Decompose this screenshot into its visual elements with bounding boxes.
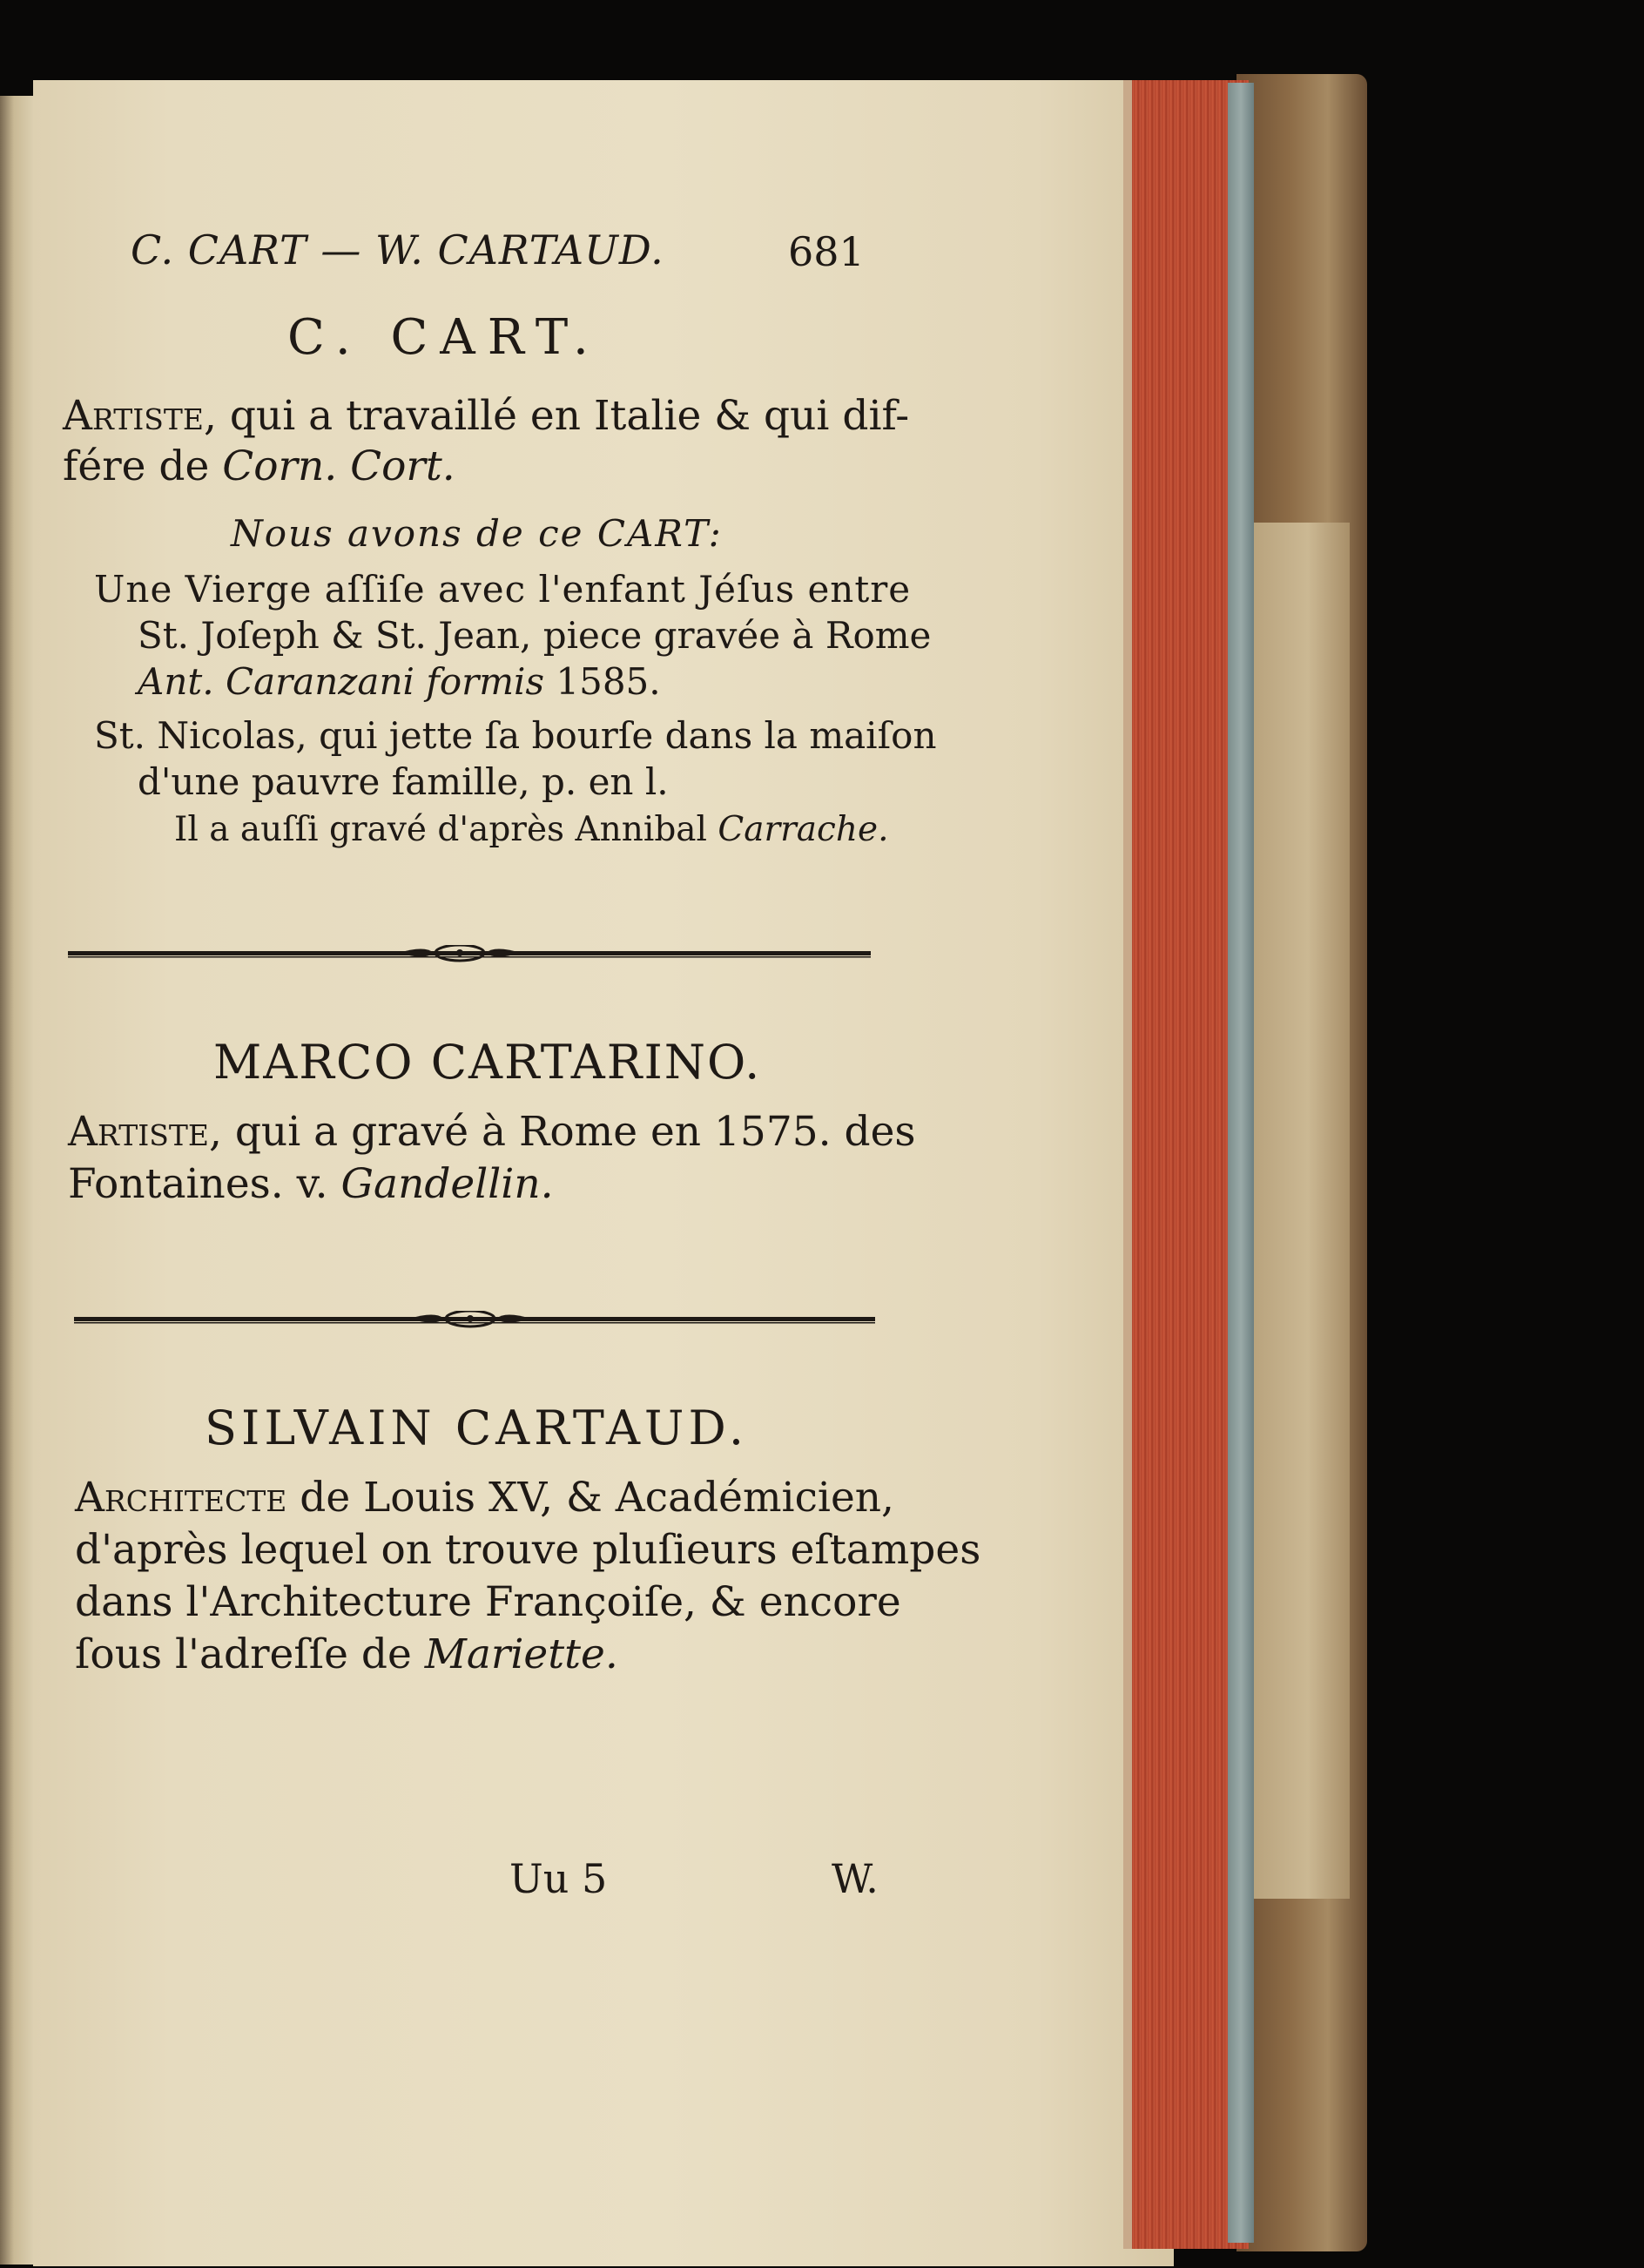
entry-heading-cartaud: SILVAIN CARTAUD. [205,1401,748,1455]
ornamental-rule [68,945,871,957]
entry-heading-cart: C. CART. [287,309,601,366]
work-item: St. Nicolas, qui jette ſa bourſe dans la maiſon [94,714,937,757]
running-head: C. CART — W. CARTAUD. [131,226,664,273]
entry-text-italic: Gandellin. [340,1160,554,1208]
entry-lead-word: Artiste [68,1108,209,1156]
entry-text-italic: Mariette. [424,1630,618,1678]
entry-text-line [75,1630,618,1678]
work-item: d'une pauvre famille, p. en l. [138,760,669,803]
work-item [138,660,661,703]
entry-heading-cartarino: MARCO CARTARINO. [213,1035,762,1090]
work-item-italic: Ant. Caranzani formis [138,660,545,703]
work-note [174,810,889,849]
page-edges-marbled [1228,83,1254,2243]
page-edge-shadow [1123,80,1132,2249]
entry-text: , qui a travaillé en Italie & qui dif- [203,392,910,440]
page-number: 681 [788,228,865,275]
entry-text-italic: Corn. Cort. [222,442,455,490]
entry-text: Fontaines. v. [68,1160,328,1208]
work-note-text: Il a auſſi gravé d'après Annibal [174,810,708,849]
work-item: St. Joſeph & St. Jean, piece gravée à Rome [138,614,932,657]
entry-text-line [75,1474,894,1522]
work-item-year: 1585. [556,660,661,703]
left-page-edge [0,96,35,2265]
entry-text-line: d'après lequel on trouve pluſieurs eſtampes [75,1526,981,1574]
entry-text-line [63,442,455,490]
entry-text: ſous l'adreſſe de [75,1630,412,1678]
entry-text-line: dans l'Architecture Françoiſe, & encore [75,1578,901,1626]
work-note-italic: Carrache. [718,810,889,849]
work-item: Une Vierge aſſiſe avec l'enfant Jéſus entre [94,568,912,611]
entry-lead-word: Artiste [63,392,204,440]
entry-text-line [68,1108,916,1156]
entry-text: , qui a gravé à Rome en 1575. des [208,1108,916,1156]
entry-text: de Louis XV, & Académicien, [286,1474,894,1522]
entry-text: fére de [63,442,223,490]
ornamental-rule [74,1311,875,1323]
book-cover-lining [1245,523,1350,1899]
entry-text-line [68,1160,554,1208]
works-subheading: Nous avons de ce CART: [231,512,723,555]
entry-lead-word: Architecte [75,1474,287,1522]
entry-text-line [63,392,909,440]
signature-mark: Uu 5 [509,1855,608,1902]
catchword: W. [832,1855,879,1902]
